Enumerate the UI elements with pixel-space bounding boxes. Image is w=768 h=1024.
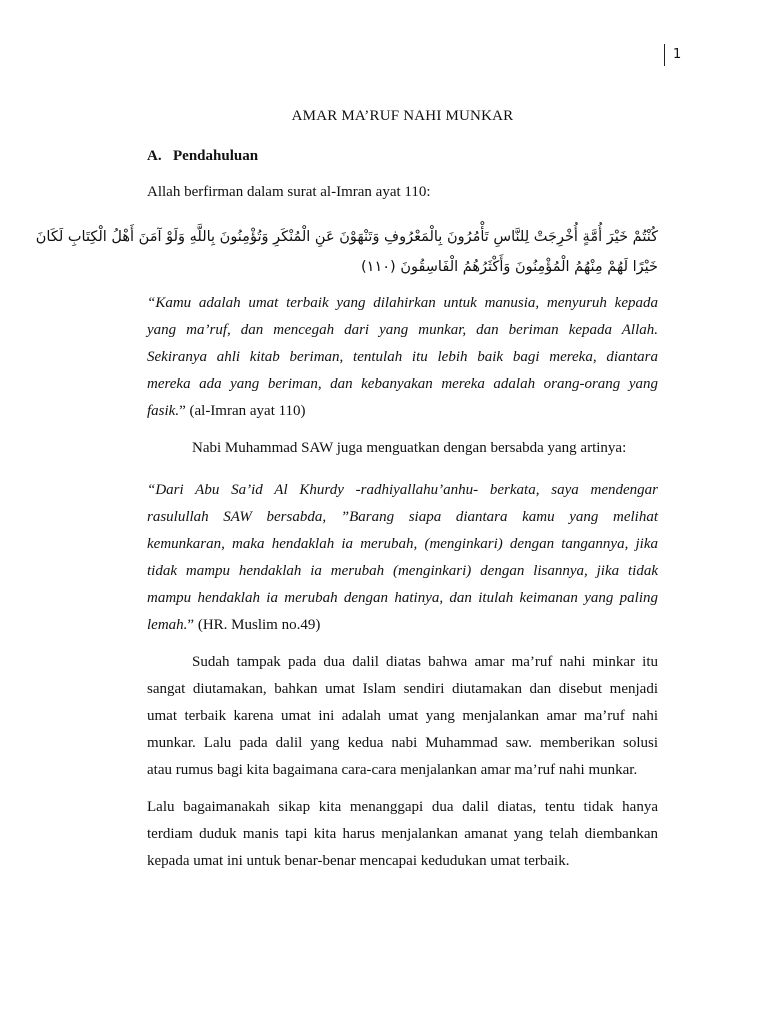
paragraph-line: umat terbaik karena umat ini adalah umat yang menjalankan amar ma’ruf nahi xyxy=(147,708,658,724)
quote2-line: “Dari Abu Sa’id Al Khurdy -radhiyallahu’anhu- berkata, saya mendengar xyxy=(147,482,658,498)
paragraph-line: Sudah tampak pada dua dalil diatas bahwa amar ma’ruf nahi minkar itu xyxy=(192,654,658,670)
quote1-last-word: fasik. xyxy=(147,403,180,419)
quote2-last-word: lemah. xyxy=(147,617,188,633)
paragraph-1 xyxy=(147,649,658,784)
verse-translation xyxy=(147,290,658,425)
paragraph-line: kepada umat ini untuk benar-benar mencapai kedudukan umat terbaik. xyxy=(147,853,570,869)
arabic-verse xyxy=(35,222,658,282)
arabic-line-1: كُنْتُمْ خَيْرَ أُمَّةٍ أُخْرِجَتْ لِلنَّاسِ تَأْمُرُونَ بِالْمَعْرُوفِ وَتَنْهَوْنَ عَنِ الْمُنْكَرِ وَتُؤْمِنُونَ بِاللَّهِ وَلَوْ آمَنَ أَهْلُ الْكِتَابِ لَكَانَ xyxy=(35,229,658,245)
document-title: AMAR MA’RUF NAHI MUNKAR xyxy=(291,108,514,124)
quote1-line: yang ma’ruf, dan mencegah dari yang munkar, dan beriman kepada Allah. xyxy=(147,322,658,338)
quote2-last-line xyxy=(147,612,658,639)
quote2-line: tidak mampu hendaklah ia merubah (menginkari) dengan lisannya, jika tidak xyxy=(147,563,658,579)
section-title: Pendahuluan xyxy=(173,148,259,164)
section-number: A. xyxy=(147,148,162,164)
paragraph-line: terdiam duduk manis tapi kita harus menjalankan amanat yang telah diembankan xyxy=(147,826,658,842)
section-heading xyxy=(147,148,258,165)
quote2-line: kemunkaran, maka hendaklah ia merubah, (menginkari) dengan tangannya, jika xyxy=(147,536,658,552)
quote1-last-line xyxy=(147,398,658,425)
quote1-citation: ” (al-Imran ayat 110) xyxy=(179,403,306,419)
intro-text: Allah berfirman dalam surat al-Imran ayat 110: xyxy=(147,184,431,200)
paragraph-line: munkar. Lalu pada dalil yang kedua nabi Muhammad saw. memberikan solusi xyxy=(147,735,658,751)
quote1-line: Sekiranya ahli kitab beriman, tentulah itu lebih baik bagi mereka, diantara xyxy=(147,349,658,365)
arabic-line-2: خَيْرًا لَهُمْ مِنْهُمُ الْمُؤْمِنُونَ وَأَكْثَرُهُمُ الْفَاسِقُونَ (١١٠) xyxy=(361,259,658,275)
hadith-translation xyxy=(147,477,658,639)
quote2-line: rasulullah SAW bersabda, ”Barang siapa diantara kamu yang melihat xyxy=(147,509,658,525)
quote2-citation: ” (HR. Muslim no.49) xyxy=(187,617,321,633)
paragraph-line: Lalu bagaimanakah sikap kita menanggapi dua dalil diatas, tentu tidak hanya xyxy=(147,799,658,815)
page-number-box xyxy=(664,44,681,66)
hadith-intro: Nabi Muhammad SAW juga menguatkan dengan bersabda yang artinya: xyxy=(192,440,627,456)
page-number: 1 xyxy=(673,47,682,62)
quote1-line: mereka ada yang beriman, dan kebanyakan mereka adalah orang-orang yang xyxy=(147,376,658,392)
paragraph-2 xyxy=(147,794,658,875)
paragraph-line: sangat diutamakan, bahkan umat Islam sendiri diutamakan dan disebut menjadi xyxy=(147,681,658,697)
quote1-line: “Kamu adalah umat terbaik yang dilahirkan untuk manusia, menyuruh kepada xyxy=(147,295,658,311)
paragraph-line: atau rumus bagi kita bagaimana cara-cara menjalankan amar ma’ruf nahi munkar. xyxy=(147,762,638,778)
quote2-line: mampu hendaklah ia merubah dengan hatinya, dan itulah keimanan yang paling xyxy=(147,590,658,606)
